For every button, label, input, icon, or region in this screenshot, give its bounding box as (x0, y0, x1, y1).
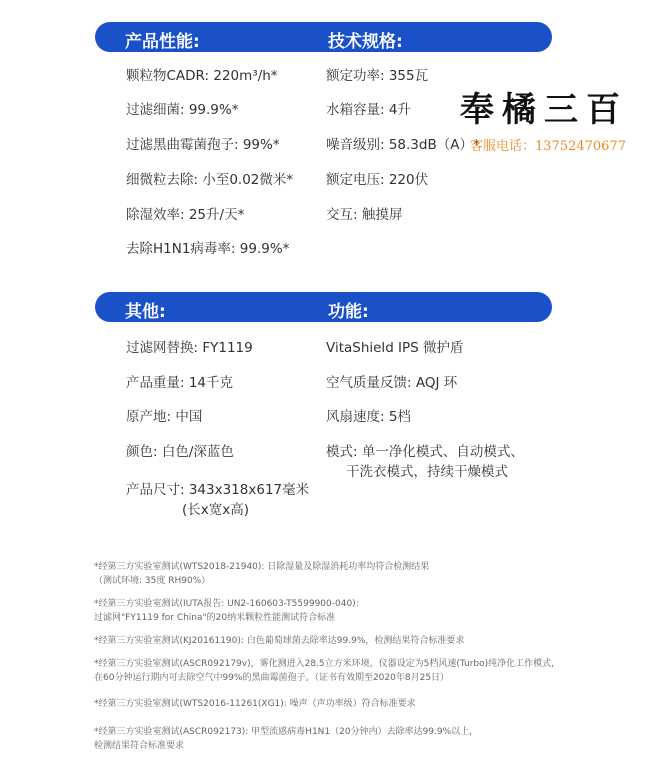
footnote: *经第三方实验室测试(IUTA报告: UN2-160603-T5599900-040): 过滤网"FY1119 for China"的20纳米颗粒性能测试符合标准 (94, 599, 359, 623)
footnote: *经第三方实验室测试(WTS2018-21940): 日除湿量及除湿消耗功率均符合检测结果 （测试环境: 35度 RH90%） (94, 562, 430, 586)
section-title-functions: 功能: (328, 302, 369, 322)
spec-dehumidify: 除湿效率: 25升/天* (126, 207, 245, 223)
function-modes: 模式: 单一净化模式、自动模式、 (326, 444, 524, 460)
spec-weight: 产品重量: 14千克 (126, 375, 234, 391)
spec-h1n1: 去除H1N1病毒率: 99.9%* (126, 241, 290, 257)
function-modes-cont: 干洗衣模式，持续干燥模式 (346, 464, 508, 480)
spec-bacteria: 过滤细菌: 99.9%* (126, 102, 239, 118)
spec-origin: 原产地: 中国 (126, 409, 203, 425)
footnote: *经第三方实验室测试(ASCR092173): 甲型流感病毒H1N1（20分钟内）去除率达99.9%以上， 检测结果符合标准要求 (94, 727, 479, 751)
brand-watermark: 奉橘三百 (460, 90, 628, 130)
spec-filter: 过滤网替换: FY1119 (126, 340, 253, 356)
function-fan: 风扇速度: 5档 (326, 409, 411, 425)
spec-interface: 交互: 触摸屏 (326, 207, 403, 223)
footnote: *经第三方实验室测试(KJ20161190): 白色葡萄球菌去除率达99.9%，检测结果符合标准要求 (94, 636, 465, 646)
spec-noise: 噪音级别: 58.3dB（A）* (326, 137, 480, 153)
spec-tank: 水箱容量: 4升 (326, 102, 411, 118)
section-header-other-functions (95, 292, 552, 322)
function-aqj: 空气质量反馈: AQJ 环 (326, 375, 458, 391)
spec-voltage: 额定电压: 220伏 (326, 172, 429, 188)
footnote: *经第三方实验室测试(ASCR092179v)，雾化测进入28.5立方米环境，仪器设定为5档风速(Turbo)纯净化工作模式， 在60分钟运行期内可去除空气中99%的黑曲霉菌孢子。（证书有效期至2020年8月25日） (94, 659, 561, 683)
spec-mold: 过滤黑曲霉菌孢子: 99%* (126, 137, 280, 153)
spec-size-unit: (长x宽x高) (182, 502, 250, 518)
footnote: *经第三方实验室测试(WTS2016-11261(XG1): 噪声（声功率级）符合标准要求 (94, 699, 416, 709)
section-title-performance: 产品性能: (125, 32, 200, 52)
section-title-specs: 技术规格: (328, 32, 403, 52)
section-header-performance-specs (95, 22, 552, 52)
spec-particle: 细微粒去除: 小至0.02微米* (126, 172, 294, 188)
spec-power: 额定功率: 355瓦 (326, 68, 429, 84)
service-phone: 客服电话：13752470677 (470, 139, 626, 154)
section-title-other: 其他: (125, 302, 166, 322)
spec-color: 颜色: 白色/深蓝色 (126, 444, 234, 460)
spec-size: 产品尺寸: 343x318x617毫米 (126, 482, 310, 498)
spec-cadr: 颗粒物CADR: 220m³/h* (126, 68, 278, 84)
function-vitashield: VitaShield IPS 微护盾 (326, 340, 464, 356)
